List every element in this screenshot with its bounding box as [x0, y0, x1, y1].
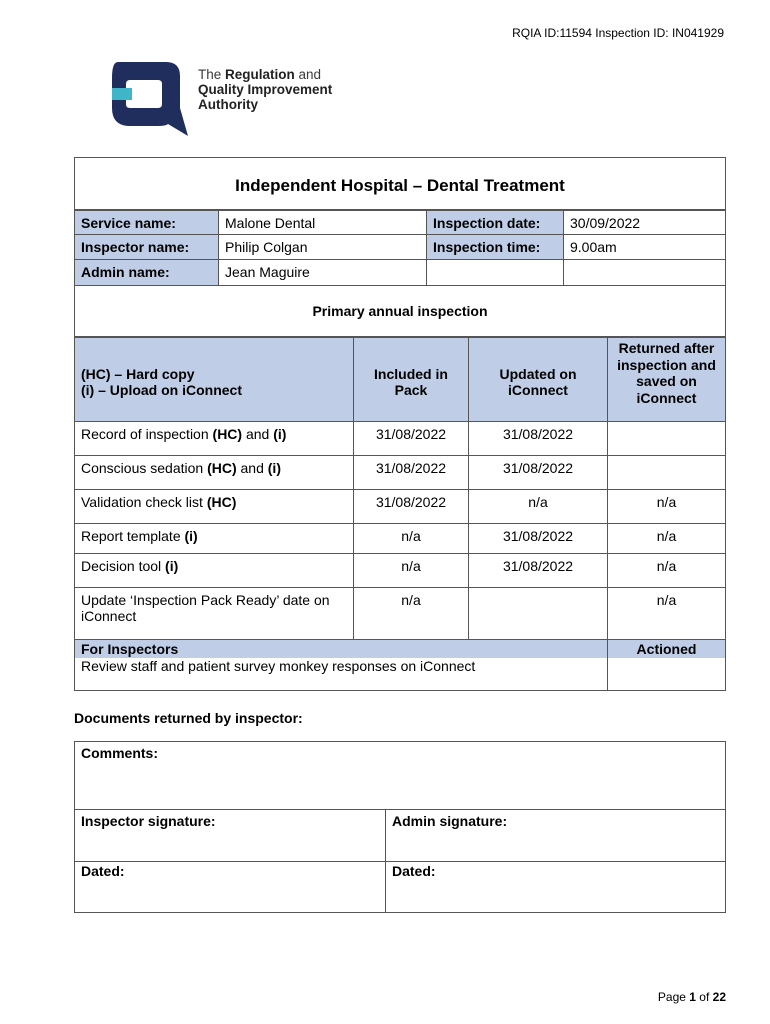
table-row-item — [74, 421, 354, 456]
item-text: Record of inspection — [81, 426, 213, 442]
admin-name-value: Jean Maguire — [218, 259, 427, 286]
item-code: (i) — [184, 528, 198, 544]
rqia-logo — [108, 58, 368, 140]
updated-date: 31/08/2022 — [468, 421, 608, 456]
returned-status: n/a — [607, 523, 726, 554]
inspection-date-label: Inspection date: — [426, 210, 564, 235]
inspector-name-label: Inspector name: — [74, 234, 219, 260]
included-in-pack-header: Included in Pack — [353, 337, 469, 422]
legend-hard-copy: (HC) – Hard copy — [81, 366, 195, 382]
page-total: 22 — [712, 990, 726, 1004]
item-text: Report template — [81, 528, 185, 544]
table-row-item — [74, 553, 354, 588]
admin-dated-box: Dated: — [385, 861, 726, 913]
returned-status: n/a — [607, 553, 726, 588]
updated-on-iconnect-header: Updated on iConnect — [468, 337, 608, 422]
inspection-time-value: 9.00am — [563, 234, 726, 260]
included-date: n/a — [353, 523, 469, 554]
inspection-id: RQIA ID:11594 Inspection ID: IN041929 — [512, 26, 724, 40]
page-mid: of — [695, 990, 713, 1004]
comments-box: Comments: — [74, 741, 726, 810]
returned-status — [607, 421, 726, 456]
updated-date: 31/08/2022 — [468, 553, 608, 588]
included-date: 31/08/2022 — [353, 455, 469, 490]
inspection-date-value: 30/09/2022 — [563, 210, 726, 235]
included-date: 31/08/2022 — [353, 421, 469, 456]
inspection-time-label: Inspection time: — [426, 234, 564, 260]
item-join: and — [242, 426, 274, 442]
updated-date: 31/08/2022 — [468, 523, 608, 554]
inspection-type: Primary annual inspection — [74, 285, 726, 337]
included-date: 31/08/2022 — [353, 489, 469, 524]
table-row-item — [74, 523, 354, 554]
logo-text-line3: Authority — [198, 97, 258, 112]
legend-upload: (i) – Upload on iConnect — [81, 382, 242, 398]
item-code: (HC) — [207, 460, 237, 476]
logo-text-line1-suffix: and — [294, 67, 322, 82]
returned-status: n/a — [607, 489, 726, 524]
inspector-name-value: Philip Colgan — [218, 234, 427, 260]
form-title: Independent Hospital – Dental Treatment — [74, 157, 726, 210]
updated-date: n/a — [468, 489, 608, 524]
returned-header: Returned after inspection and saved on iConnect — [607, 337, 726, 422]
service-name-label: Service name: — [74, 210, 219, 235]
admin-name-label: Admin name: — [74, 259, 219, 286]
item-code: (HC) — [206, 494, 237, 510]
logo-text-line1-prefix: The — [198, 67, 226, 82]
legend-header — [74, 337, 354, 422]
rqia-logo-mark-icon — [108, 58, 192, 140]
admin-signature-box: Admin signature: — [385, 809, 726, 862]
page-current: 1 — [689, 990, 696, 1004]
for-inspectors-label: For Inspectors — [75, 640, 607, 658]
included-date: n/a — [353, 553, 469, 588]
item-text: Validation check list — [81, 494, 207, 510]
item-text: Decision tool — [81, 558, 166, 574]
item-code: (i) — [267, 460, 281, 476]
documents-returned-heading: Documents returned by inspector: — [74, 710, 303, 726]
item-code: (i) — [273, 426, 287, 442]
empty-cell — [563, 259, 726, 286]
for-inspectors-section — [74, 639, 608, 691]
empty-cell — [426, 259, 564, 286]
item-code: (HC) — [212, 426, 243, 442]
actioned-section — [607, 639, 726, 691]
updated-date — [468, 587, 608, 640]
included-date: n/a — [353, 587, 469, 640]
page-prefix: Page — [657, 990, 690, 1004]
table-row-item — [74, 455, 354, 490]
updated-date: 31/08/2022 — [468, 455, 608, 490]
inspector-dated-box: Dated: — [74, 861, 386, 913]
item-text: Conscious sedation — [81, 460, 208, 476]
item-join: and — [236, 460, 268, 476]
item-code: (i) — [165, 558, 179, 574]
service-name-value: Malone Dental — [218, 210, 427, 235]
for-inspectors-task: Review staff and patient survey monkey responses on iConnect — [81, 658, 476, 674]
logo-text-line2: Quality Improvement — [198, 82, 333, 97]
actioned-label: Actioned — [608, 640, 725, 658]
table-row-item — [74, 489, 354, 524]
table-row-item: Update ‘Inspection Pack Ready’ date on iConnect — [74, 587, 354, 640]
returned-status — [607, 455, 726, 490]
logo-text-line1-bold: Regulation — [225, 67, 295, 82]
returned-status: n/a — [607, 587, 726, 640]
inspector-signature-box: Inspector signature: — [74, 809, 386, 862]
page-number — [658, 990, 726, 1004]
